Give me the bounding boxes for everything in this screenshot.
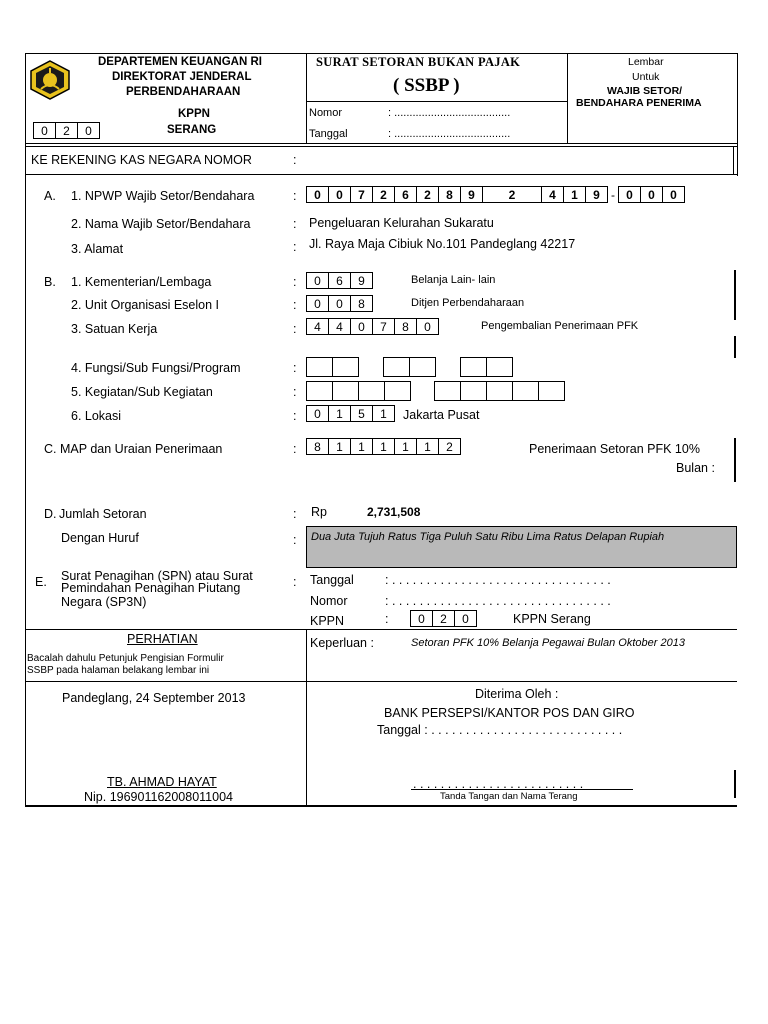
rekening-colon: :	[293, 153, 297, 167]
code-digit: 7	[372, 318, 395, 335]
frame-top	[25, 53, 738, 54]
tanggal-value: : ......................................	[388, 128, 511, 140]
spn-label-line1: Surat Penagihan (SPN) atau Surat	[61, 569, 253, 583]
right-margin-tick	[734, 294, 736, 320]
kppn-city: SERANG	[167, 124, 217, 136]
fungsi-boxes	[306, 357, 359, 374]
right-margin-tick	[734, 438, 736, 482]
jumlah-label: Jumlah Setoran	[59, 507, 147, 521]
npwp-label: 1. NPWP Wajib Setor/Bendahara	[71, 189, 255, 203]
alamat-value: Jl. Raya Maja Cibiuk No.101 Pandeglang 42217	[309, 237, 576, 251]
code-digit: 8	[306, 438, 329, 455]
satker-code-boxes	[306, 318, 439, 335]
npwp-digit: 6	[394, 186, 417, 203]
empty-box[interactable]	[486, 381, 513, 401]
colon: :	[293, 322, 297, 336]
code-digit: 1	[372, 405, 395, 422]
npwp-digit: 0	[618, 186, 641, 203]
dept-line-3: PERBENDAHARAAN	[126, 86, 241, 98]
right-margin-tick	[734, 270, 736, 296]
satker-text: Pengembalian Penerimaan PFK	[481, 320, 639, 332]
npwp-boxes	[306, 186, 685, 203]
code-digit: 1	[350, 438, 373, 455]
colon: :	[293, 189, 297, 203]
sign-caption: Tanda Tangan dan Nama Terang	[440, 791, 578, 802]
code-digit: 2	[438, 438, 461, 455]
npwp-dash: -	[611, 187, 615, 202]
huruf-label: Dengan Huruf	[61, 531, 139, 545]
perhatian-line1: Bacalah dahulu Petunjuk Pengisian Formulir	[27, 653, 224, 664]
empty-box[interactable]	[538, 381, 565, 401]
code-digit: 8	[394, 318, 417, 335]
code-digit: 2	[432, 610, 455, 627]
tanggal-label: Tanggal	[309, 128, 348, 140]
npwp-digit: 8	[438, 186, 461, 203]
code-digit: 0	[454, 610, 477, 627]
code-digit: 0	[350, 318, 373, 335]
unit-label: 2. Unit Organisasi Eselon I	[71, 298, 219, 312]
fungsi-label: 4. Fungsi/Sub Fungsi/Program	[71, 361, 241, 375]
program-boxes	[460, 357, 513, 374]
rekening-top-line	[25, 146, 737, 147]
sign-line	[411, 789, 633, 790]
npwp-digit: 2	[416, 186, 439, 203]
unit-text: Ditjen Perbendaharaan	[411, 297, 525, 309]
colon: :	[293, 409, 297, 423]
place-date: Pandeglang, 24 September 2013	[62, 691, 246, 705]
code-digit: 2	[55, 122, 78, 139]
code-digit: 1	[394, 438, 417, 455]
code-digit: 0	[306, 295, 329, 312]
perhatian-bottom-line	[25, 681, 737, 682]
satker-label: 3. Satuan Kerja	[71, 322, 158, 336]
code-digit: 0	[306, 272, 329, 289]
kegiatan-label: 5. Kegiatan/Sub Kegiatan	[71, 385, 213, 399]
form-title: SURAT SETORAN BUKAN PAJAK	[316, 55, 521, 69]
nomor-value: : ......................................	[388, 107, 511, 119]
code-digit: 0	[416, 318, 439, 335]
npwp-digit: 2	[482, 186, 542, 203]
code-digit: 4	[328, 318, 351, 335]
code-digit: 0	[306, 405, 329, 422]
untuk-label: Untuk	[632, 71, 660, 83]
spn-kppn-label: KPPN	[310, 614, 345, 628]
section-c-letter: C.	[44, 442, 57, 456]
npwp-digit: 9	[585, 186, 608, 203]
kl-label: 1. Kementerian/Lembaga	[71, 275, 212, 289]
colon: :	[293, 240, 297, 254]
empty-box[interactable]	[486, 357, 513, 377]
npwp-digit: 0	[640, 186, 663, 203]
keperluan-value: Setoran PFK 10% Belanja Pegawai Bulan Oktober 2013	[411, 637, 685, 649]
terbilang-text: Dua Juta Tujuh Ratus Tiga Puluh Satu Ribu Lima Ratus Delapan Rupiah	[311, 531, 665, 543]
signature-divider	[306, 681, 307, 805]
empty-box[interactable]	[383, 357, 410, 377]
empty-box[interactable]	[358, 381, 385, 401]
perhatian-line2: SSBP pada halaman belakang lembar ini	[27, 665, 210, 676]
colon: :	[293, 275, 297, 289]
keperluan-label: Keperluan :	[310, 636, 374, 650]
npwp-digit: 4	[541, 186, 564, 203]
section-d-letter: D.	[44, 507, 57, 521]
lokasi-text: Jakarta Pusat	[403, 408, 480, 422]
sign-dots: . . . . . . . . . . . . . . . . . . . . . . . . .	[413, 777, 584, 791]
section-a-letter: A.	[44, 189, 56, 203]
kppn-code-boxes	[33, 122, 100, 139]
code-digit: 1	[416, 438, 439, 455]
diterima-label: Diterima Oleh :	[475, 687, 559, 701]
npwp-digit: 0	[662, 186, 685, 203]
spn-nomor-label: Nomor	[310, 594, 348, 608]
right-margin-tick	[734, 336, 736, 358]
spn-nomor-dots: : . . . . . . . . . . . . . . . . . . . . . . . . . . . . . . . .	[385, 594, 611, 608]
empty-box[interactable]	[306, 381, 333, 401]
colon: :	[293, 361, 297, 375]
right-margin-tick	[734, 770, 736, 798]
empty-box[interactable]	[332, 357, 359, 377]
code-digit: 6	[328, 272, 351, 289]
nomor-label: Nomor	[309, 107, 343, 119]
signer-name: TB. AHMAD HAYAT	[107, 775, 217, 789]
lokasi-label: 6. Lokasi	[71, 409, 122, 423]
code-digit: 4	[306, 318, 329, 335]
terbilang-box	[306, 526, 737, 568]
bulan-label: Bulan :	[676, 461, 715, 475]
header-divider-1	[306, 53, 307, 143]
spn-kppn-name: KPPN Serang	[513, 612, 591, 626]
empty-box[interactable]	[434, 381, 461, 401]
bank-tanggal: Tanggal : . . . . . . . . . . . . . . . . . . . . . . . . . . . .	[377, 723, 623, 737]
empty-box[interactable]	[460, 381, 487, 401]
header-divider-2	[567, 53, 568, 143]
code-digit: 0	[33, 122, 56, 139]
lokasi-code-boxes	[306, 405, 395, 422]
uraian-text: Penerimaan Setoran PFK 10%	[529, 442, 700, 456]
code-digit: 1	[372, 438, 395, 455]
rekening-right-tick	[733, 146, 734, 174]
bank-label: BANK PERSEPSI/KANTOR POS DAN GIRO	[384, 706, 635, 720]
npwp-digit: 9	[460, 186, 483, 203]
wajib-setor-label: WAJIB SETOR/	[607, 85, 683, 97]
code-digit: 1	[328, 405, 351, 422]
spn-kppn-code-boxes	[410, 610, 477, 627]
npwp-digit: 0	[306, 186, 329, 203]
npwp-digit: 2	[372, 186, 395, 203]
empty-box[interactable]	[306, 357, 333, 377]
rekening-label: KE REKENING KAS NEGARA NOMOR	[31, 153, 252, 167]
title-underline	[306, 101, 567, 102]
colon: :	[293, 217, 297, 231]
kegiatan-boxes	[306, 381, 411, 398]
spn-kppn-colon: :	[385, 612, 389, 626]
map-code-boxes	[306, 438, 461, 455]
npwp-digit: 7	[350, 186, 373, 203]
spn-label-line3: Negara (SP3N)	[61, 595, 147, 609]
dept-line-1: DEPARTEMEN KEUANGAN RI	[98, 56, 262, 68]
lembar-label: Lembar	[628, 56, 664, 68]
rekening-bottom-line	[25, 174, 737, 175]
colon: :	[293, 533, 297, 547]
map-label: MAP dan Uraian Penerimaan	[60, 442, 223, 456]
section-e-letter: E.	[35, 575, 47, 589]
npwp-digit: 0	[328, 186, 351, 203]
frame-bottom	[25, 805, 737, 807]
section-b-letter: B.	[44, 275, 56, 289]
signer-nip: Nip. 196901162008011004	[84, 790, 233, 804]
jumlah-amount: 2,731,508	[367, 505, 421, 519]
spn-label-line2: Pemindahan Penagihan Piutang	[61, 581, 241, 595]
colon: :	[293, 442, 297, 456]
perhatian-divider	[306, 629, 307, 681]
kl-text: Belanja Lain- lain	[411, 274, 496, 286]
perhatian-title: PERHATIAN	[127, 632, 198, 646]
empty-box[interactable]	[460, 357, 487, 377]
alamat-label: 3. Alamat	[71, 242, 124, 256]
colon: :	[293, 298, 297, 312]
empty-box[interactable]	[384, 381, 411, 401]
code-digit: 9	[350, 272, 373, 289]
code-digit: 8	[350, 295, 373, 312]
dept-line-2: DIREKTORAT JENDERAL	[112, 71, 252, 83]
kppn-label: KPPN	[178, 108, 210, 120]
empty-box[interactable]	[409, 357, 436, 377]
colon: :	[293, 385, 297, 399]
bendahara-label: BENDAHARA PENERIMA	[576, 97, 702, 109]
unit-code-boxes	[306, 295, 373, 312]
code-digit: 5	[350, 405, 373, 422]
code-digit: 0	[410, 610, 433, 627]
form-abbr: ( SSBP )	[393, 75, 460, 96]
subkegiatan-boxes	[434, 381, 565, 398]
frame-left	[25, 53, 26, 805]
nama-value: Pengeluaran Kelurahan Sukaratu	[309, 216, 494, 230]
colon: :	[293, 575, 297, 589]
code-digit: 1	[328, 438, 351, 455]
perhatian-top-line	[25, 629, 737, 630]
colon: :	[293, 507, 297, 521]
rp-label: Rp	[311, 505, 327, 519]
spn-tanggal-label: Tanggal	[310, 573, 354, 587]
npwp-digit: 1	[563, 186, 586, 203]
subfungsi-boxes	[383, 357, 436, 374]
nama-label: 2. Nama Wajib Setor/Bendahara	[71, 217, 251, 231]
code-digit: 0	[328, 295, 351, 312]
empty-box[interactable]	[512, 381, 539, 401]
empty-box[interactable]	[332, 381, 359, 401]
frame-right	[737, 53, 738, 176]
code-digit: 0	[77, 122, 100, 139]
ministry-logo-icon	[29, 59, 71, 101]
header-bottom-line	[25, 143, 737, 144]
spn-tanggal-dots: : . . . . . . . . . . . . . . . . . . . . . . . . . . . . . . . .	[385, 573, 611, 587]
kl-code-boxes	[306, 272, 373, 289]
